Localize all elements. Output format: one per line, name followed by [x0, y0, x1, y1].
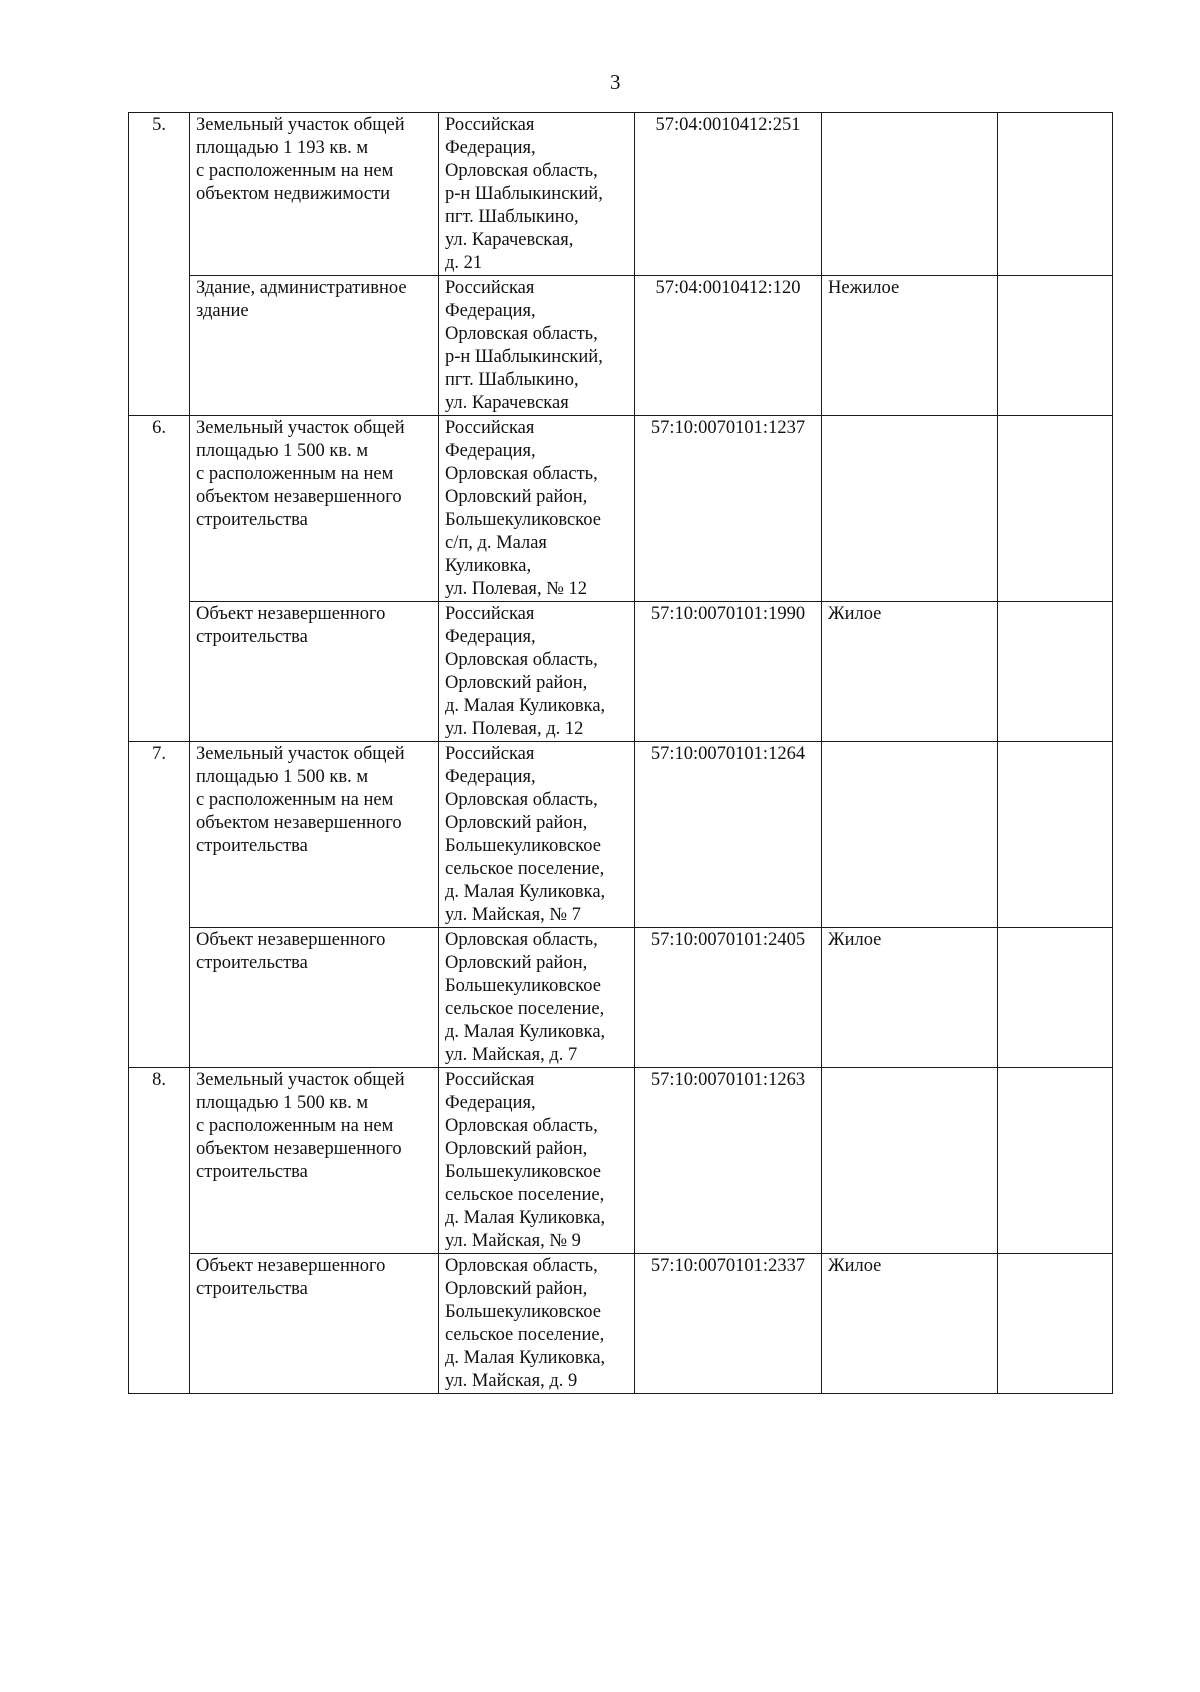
table-row: [129, 742, 1113, 928]
object-description: Объект незавершенного строительства: [190, 928, 439, 1068]
table-row: [129, 928, 1113, 1068]
cadastral-number: 57:10:0070101:1990: [635, 602, 822, 742]
page-number: 3: [610, 70, 621, 94]
entry-number: 7.: [129, 742, 190, 1068]
object-description: Земельный участок общей площадью 1 500 кв. м с расположенным на нем объектом незавершенного строительства: [190, 1068, 439, 1254]
object-address: Российская Федерация, Орловская область, Орловский район, Большекуликовское сельское поселение, д. Малая Куликовка, ул. Майская, № 7: [439, 742, 635, 928]
object-description: Здание, административное здание: [190, 276, 439, 416]
entry-number: 6.: [129, 416, 190, 742]
cadastral-number: 57:10:0070101:2405: [635, 928, 822, 1068]
object-purpose: [822, 1068, 998, 1254]
object-address: Российская Федерация, Орловская область, Орловский район, д. Малая Куликовка, ул. Полевая, д. 12: [439, 602, 635, 742]
extra-cell: [998, 1068, 1113, 1254]
object-address: Российская Федерация, Орловская область, Орловский район, Большекуликовское сельское поселение, д. Малая Куликовка, ул. Майская, № 9: [439, 1068, 635, 1254]
object-purpose: Нежилое: [822, 276, 998, 416]
object-address: Орловская область, Орловский район, Большекуликовское сельское поселение, д. Малая Куликовка, ул. Майская, д. 7: [439, 928, 635, 1068]
object-address: Российская Федерация, Орловская область, Орловский район, Большекуликовское с/п, д. Малая Куликовка, ул. Полевая, № 12: [439, 416, 635, 602]
cadastral-number: 57:10:0070101:1263: [635, 1068, 822, 1254]
extra-cell: [998, 416, 1113, 602]
entry-number: 5.: [129, 113, 190, 416]
object-purpose: Жилое: [822, 1254, 998, 1394]
cadastral-number: 57:10:0070101:2337: [635, 1254, 822, 1394]
object-purpose: [822, 416, 998, 602]
extra-cell: [998, 602, 1113, 742]
property-registry-table: [128, 112, 1113, 1394]
object-description: Земельный участок общей площадью 1 193 кв. м с расположенным на нем объектом недвижимости: [190, 113, 439, 276]
table-row: [129, 1254, 1113, 1394]
cadastral-number: 57:04:0010412:120: [635, 276, 822, 416]
object-description: Земельный участок общей площадью 1 500 кв. м с расположенным на нем объектом незавершенного строительства: [190, 416, 439, 602]
object-purpose: [822, 742, 998, 928]
extra-cell: [998, 742, 1113, 928]
table-row: [129, 416, 1113, 602]
extra-cell: [998, 1254, 1113, 1394]
object-description: Земельный участок общей площадью 1 500 кв. м с расположенным на нем объектом незавершенного строительства: [190, 742, 439, 928]
object-purpose: [822, 113, 998, 276]
table-row: [129, 276, 1113, 416]
object-purpose: Жилое: [822, 928, 998, 1068]
object-purpose: Жилое: [822, 602, 998, 742]
extra-cell: [998, 276, 1113, 416]
cadastral-number: 57:04:0010412:251: [635, 113, 822, 276]
cadastral-number: 57:10:0070101:1264: [635, 742, 822, 928]
object-address: Орловская область, Орловский район, Большекуликовское сельское поселение, д. Малая Куликовка, ул. Майская, д. 9: [439, 1254, 635, 1394]
object-description: Объект незавершенного строительства: [190, 1254, 439, 1394]
extra-cell: [998, 928, 1113, 1068]
object-address: Российская Федерация, Орловская область, р-н Шаблыкинский, пгт. Шаблыкино, ул. Карачевская: [439, 276, 635, 416]
table-row: [129, 602, 1113, 742]
table-row: [129, 1068, 1113, 1254]
table-row: [129, 113, 1113, 276]
cadastral-number: 57:10:0070101:1237: [635, 416, 822, 602]
object-description: Объект незавершенного строительства: [190, 602, 439, 742]
entry-number: 8.: [129, 1068, 190, 1394]
object-address: Российская Федерация, Орловская область, р-н Шаблыкинский, пгт. Шаблыкино, ул. Карачевская, д. 21: [439, 113, 635, 276]
extra-cell: [998, 113, 1113, 276]
